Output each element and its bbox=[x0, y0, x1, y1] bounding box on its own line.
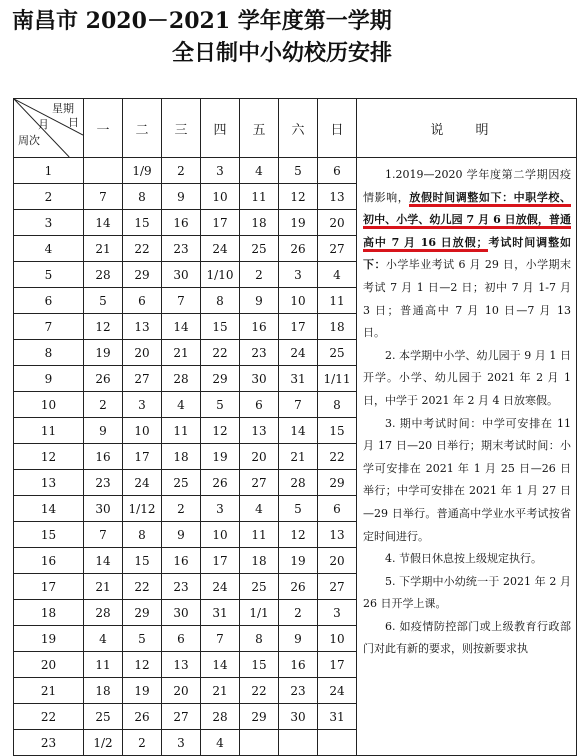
date-cell: 21 bbox=[84, 574, 123, 600]
date-cell: 5 bbox=[84, 288, 123, 314]
date-cell: 9 bbox=[240, 288, 279, 314]
week-number-cell: 12 bbox=[14, 444, 84, 470]
date-cell: 30 bbox=[162, 262, 201, 288]
date-cell: 23 bbox=[84, 470, 123, 496]
date-cell: 12 bbox=[84, 314, 123, 340]
date-cell: 9 bbox=[84, 418, 123, 444]
date-cell: 10 bbox=[123, 418, 162, 444]
week-number-cell: 1 bbox=[14, 158, 84, 184]
date-cell: 3 bbox=[162, 730, 201, 756]
date-cell: 2 bbox=[162, 158, 201, 184]
date-cell: 5 bbox=[201, 392, 240, 418]
date-cell: 7 bbox=[84, 184, 123, 210]
date-cell: 21 bbox=[201, 678, 240, 704]
date-cell: 4 bbox=[318, 262, 357, 288]
date-cell: 21 bbox=[279, 444, 318, 470]
week-number-cell: 7 bbox=[14, 314, 84, 340]
date-cell: 16 bbox=[84, 444, 123, 470]
date-cell: 7 bbox=[279, 392, 318, 418]
calendar-table bbox=[13, 98, 577, 756]
week-number-cell: 20 bbox=[14, 652, 84, 678]
date-cell: 18 bbox=[240, 548, 279, 574]
week-number-cell: 6 bbox=[14, 288, 84, 314]
table-row bbox=[14, 158, 577, 184]
week-number-cell: 4 bbox=[14, 236, 84, 262]
date-cell: 3 bbox=[201, 496, 240, 522]
date-cell: 27 bbox=[162, 704, 201, 730]
date-cell: 12 bbox=[279, 184, 318, 210]
date-cell: 15 bbox=[201, 314, 240, 340]
date-cell: 13 bbox=[318, 522, 357, 548]
date-cell: 8 bbox=[318, 392, 357, 418]
day-header: 日 bbox=[318, 99, 357, 158]
date-cell: 1/11 bbox=[318, 366, 357, 392]
date-cell: 24 bbox=[201, 236, 240, 262]
date-cell: 13 bbox=[318, 184, 357, 210]
date-cell: 15 bbox=[318, 418, 357, 444]
date-cell: 9 bbox=[279, 626, 318, 652]
date-cell: 17 bbox=[123, 444, 162, 470]
date-cell: 18 bbox=[84, 678, 123, 704]
week-number-cell: 11 bbox=[14, 418, 84, 444]
date-cell: 24 bbox=[201, 574, 240, 600]
date-cell: 24 bbox=[279, 340, 318, 366]
date-cell: 3 bbox=[123, 392, 162, 418]
week-number-cell: 9 bbox=[14, 366, 84, 392]
week-number-cell: 21 bbox=[14, 678, 84, 704]
date-cell: 6 bbox=[162, 626, 201, 652]
date-cell: 5 bbox=[279, 496, 318, 522]
date-cell: 26 bbox=[279, 236, 318, 262]
date-cell: 15 bbox=[123, 548, 162, 574]
date-cell: 18 bbox=[162, 444, 201, 470]
corner-weekday-label: 星期 bbox=[52, 102, 74, 115]
date-cell: 5 bbox=[123, 626, 162, 652]
date-cell: 28 bbox=[84, 600, 123, 626]
date-cell: 16 bbox=[162, 548, 201, 574]
day-header: 五 bbox=[240, 99, 279, 158]
date-cell: 13 bbox=[123, 314, 162, 340]
date-cell: 25 bbox=[240, 574, 279, 600]
date-cell: 11 bbox=[318, 288, 357, 314]
note-1 bbox=[363, 164, 571, 345]
date-cell: 19 bbox=[123, 678, 162, 704]
date-cell: 4 bbox=[240, 496, 279, 522]
date-cell: 8 bbox=[123, 522, 162, 548]
date-cell: 5 bbox=[279, 158, 318, 184]
date-cell: 25 bbox=[240, 236, 279, 262]
date-cell: 17 bbox=[279, 314, 318, 340]
date-cell: 3 bbox=[201, 158, 240, 184]
date-cell bbox=[279, 730, 318, 756]
date-cell: 29 bbox=[201, 366, 240, 392]
day-header: 四 bbox=[201, 99, 240, 158]
date-cell: 20 bbox=[318, 210, 357, 236]
week-number-cell: 22 bbox=[14, 704, 84, 730]
date-cell: 30 bbox=[279, 704, 318, 730]
date-cell: 19 bbox=[201, 444, 240, 470]
date-cell: 14 bbox=[84, 210, 123, 236]
note-2: 2. 本学期中小学、幼儿园于 9 月 1 日开学。小学、幼儿园于 2021 年 2 月 1 日，中学于 2021 年 2 月 4 日放寒假。 bbox=[363, 348, 571, 407]
note-1-exam-detail: 小学毕业考试 6 月 29 日，小学期末考试 7 月 1 日—2 日；初中 7 月 1-7 月 3 日；普通高中 7 月 10 日—7 月 13 日。 bbox=[363, 258, 571, 340]
date-cell: 10 bbox=[318, 626, 357, 652]
date-cell: 19 bbox=[84, 340, 123, 366]
date-cell: 4 bbox=[84, 626, 123, 652]
date-cell: 19 bbox=[279, 548, 318, 574]
date-cell: 29 bbox=[318, 470, 357, 496]
date-cell: 4 bbox=[240, 158, 279, 184]
date-cell: 15 bbox=[240, 652, 279, 678]
date-cell: 20 bbox=[123, 340, 162, 366]
date-cell: 10 bbox=[201, 522, 240, 548]
date-cell: 12 bbox=[279, 522, 318, 548]
date-cell: 21 bbox=[84, 236, 123, 262]
date-cell: 22 bbox=[123, 236, 162, 262]
corner-header-cell bbox=[14, 99, 84, 158]
date-cell: 3 bbox=[279, 262, 318, 288]
date-cell: 1/1 bbox=[240, 600, 279, 626]
day-header: 三 bbox=[162, 99, 201, 158]
date-cell: 18 bbox=[240, 210, 279, 236]
date-cell: 22 bbox=[240, 678, 279, 704]
date-cell: 16 bbox=[279, 652, 318, 678]
date-cell: 22 bbox=[123, 574, 162, 600]
day-header: 六 bbox=[279, 99, 318, 158]
date-cell: 31 bbox=[279, 366, 318, 392]
note-5: 5. 下学期中小幼统一于 2021 年 2 月 26 日开学上课。 bbox=[363, 574, 571, 611]
week-number-cell: 16 bbox=[14, 548, 84, 574]
date-cell: 30 bbox=[240, 366, 279, 392]
date-cell: 11 bbox=[84, 652, 123, 678]
date-cell: 29 bbox=[123, 600, 162, 626]
page-title-line2: 全日制中小幼校历安排 bbox=[172, 40, 393, 66]
date-cell: 26 bbox=[279, 574, 318, 600]
date-cell: 31 bbox=[201, 600, 240, 626]
date-cell: 30 bbox=[84, 496, 123, 522]
date-cell: 1/9 bbox=[123, 158, 162, 184]
date-cell: 11 bbox=[240, 184, 279, 210]
date-cell: 22 bbox=[318, 444, 357, 470]
date-cell: 29 bbox=[240, 704, 279, 730]
date-cell: 14 bbox=[162, 314, 201, 340]
date-cell: 14 bbox=[84, 548, 123, 574]
note-1-intro: 1.2019—2020 学年度第二学期因疫情影响， bbox=[363, 168, 571, 204]
date-cell: 12 bbox=[123, 652, 162, 678]
date-cell: 7 bbox=[162, 288, 201, 314]
note-1-exam-heading: 考试时间调整如下： bbox=[363, 235, 572, 272]
date-cell: 28 bbox=[84, 262, 123, 288]
week-number-cell: 13 bbox=[14, 470, 84, 496]
date-cell: 19 bbox=[279, 210, 318, 236]
date-cell: 14 bbox=[279, 418, 318, 444]
date-cell: 9 bbox=[162, 184, 201, 210]
date-cell: 11 bbox=[240, 522, 279, 548]
page-title-line1: 南昌市 2020－2021 学年度第一学期 bbox=[12, 8, 392, 34]
date-cell: 21 bbox=[162, 340, 201, 366]
note-6: 6. 如疫情防控部门或上级教育行政部门对此有新的要求，则按新要求执 bbox=[363, 619, 571, 656]
date-cell: 18 bbox=[318, 314, 357, 340]
date-cell: 8 bbox=[123, 184, 162, 210]
date-cell: 28 bbox=[279, 470, 318, 496]
date-cell: 26 bbox=[84, 366, 123, 392]
week-number-cell: 3 bbox=[14, 210, 84, 236]
date-cell: 16 bbox=[240, 314, 279, 340]
date-cell: 6 bbox=[123, 288, 162, 314]
week-number-cell: 15 bbox=[14, 522, 84, 548]
corner-day-label: 日 bbox=[68, 116, 79, 129]
date-cell: 26 bbox=[123, 704, 162, 730]
notes-cell bbox=[357, 158, 577, 756]
date-cell: 25 bbox=[318, 340, 357, 366]
date-cell: 2 bbox=[84, 392, 123, 418]
date-cell: 2 bbox=[240, 262, 279, 288]
date-cell: 28 bbox=[201, 704, 240, 730]
date-cell: 29 bbox=[123, 262, 162, 288]
date-cell: 14 bbox=[201, 652, 240, 678]
date-cell: 7 bbox=[84, 522, 123, 548]
date-cell: 9 bbox=[162, 522, 201, 548]
week-number-cell: 17 bbox=[14, 574, 84, 600]
date-cell: 2 bbox=[162, 496, 201, 522]
date-cell: 6 bbox=[318, 496, 357, 522]
date-cell: 6 bbox=[240, 392, 279, 418]
corner-week-label: 周次 bbox=[18, 134, 40, 147]
day-header: 二 bbox=[123, 99, 162, 158]
date-cell: 24 bbox=[318, 678, 357, 704]
date-cell bbox=[240, 730, 279, 756]
date-cell: 2 bbox=[279, 600, 318, 626]
week-number-cell: 5 bbox=[14, 262, 84, 288]
week-number-cell: 18 bbox=[14, 600, 84, 626]
date-cell: 4 bbox=[201, 730, 240, 756]
date-cell: 20 bbox=[318, 548, 357, 574]
date-cell: 13 bbox=[162, 652, 201, 678]
week-number-cell: 19 bbox=[14, 626, 84, 652]
date-cell: 13 bbox=[240, 418, 279, 444]
date-cell: 8 bbox=[201, 288, 240, 314]
date-cell: 23 bbox=[162, 574, 201, 600]
date-cell bbox=[318, 730, 357, 756]
date-cell: 23 bbox=[162, 236, 201, 262]
date-cell: 1/12 bbox=[123, 496, 162, 522]
week-number-cell: 14 bbox=[14, 496, 84, 522]
date-cell: 27 bbox=[123, 366, 162, 392]
date-cell: 31 bbox=[318, 704, 357, 730]
week-number-cell: 23 bbox=[14, 730, 84, 756]
note-1-holiday-highlight: 放假时间调整如下：中职学校、初中、小学、幼儿园 7 月 6 日放假，普通高中 7 月 16 日放假； bbox=[363, 191, 571, 252]
date-cell: 20 bbox=[240, 444, 279, 470]
date-cell: 8 bbox=[240, 626, 279, 652]
date-cell: 27 bbox=[240, 470, 279, 496]
date-cell: 7 bbox=[201, 626, 240, 652]
note-4: 4. 节假日休息按上级规定执行。 bbox=[385, 552, 542, 566]
date-cell: 23 bbox=[240, 340, 279, 366]
week-number-cell: 2 bbox=[14, 184, 84, 210]
date-cell: 22 bbox=[201, 340, 240, 366]
notes-header: 说 明 bbox=[357, 99, 577, 158]
date-cell: 10 bbox=[279, 288, 318, 314]
date-cell: 2 bbox=[123, 730, 162, 756]
corner-month-label: 月 bbox=[38, 118, 49, 131]
date-cell: 24 bbox=[123, 470, 162, 496]
date-cell: 20 bbox=[162, 678, 201, 704]
note-3: 3. 期中考试时间：中学可安排在 11 月 17 日—20 日举行；期末考试时间：小学可安排在 2021 年 1 月 25 日—26 日举行；中学可安排在 2021 年 1 月 27 日—29 日举行。普通高中学业水平考试按省定时间进行。 bbox=[363, 416, 571, 543]
date-cell: 15 bbox=[123, 210, 162, 236]
date-cell: 27 bbox=[318, 574, 357, 600]
date-cell: 11 bbox=[162, 418, 201, 444]
date-cell: 30 bbox=[162, 600, 201, 626]
date-cell: 12 bbox=[201, 418, 240, 444]
date-cell: 25 bbox=[162, 470, 201, 496]
date-cell: 23 bbox=[279, 678, 318, 704]
calendar-body bbox=[14, 158, 577, 756]
date-cell: 1/10 bbox=[201, 262, 240, 288]
date-cell: 4 bbox=[162, 392, 201, 418]
date-cell: 17 bbox=[318, 652, 357, 678]
date-cell: 27 bbox=[318, 236, 357, 262]
date-cell: 10 bbox=[201, 184, 240, 210]
date-cell: 16 bbox=[162, 210, 201, 236]
date-cell: 25 bbox=[84, 704, 123, 730]
day-header: 一 bbox=[84, 99, 123, 158]
date-cell: 1/2 bbox=[84, 730, 123, 756]
date-cell bbox=[84, 158, 123, 184]
date-cell: 26 bbox=[201, 470, 240, 496]
week-number-cell: 10 bbox=[14, 392, 84, 418]
date-cell: 28 bbox=[162, 366, 201, 392]
date-cell: 6 bbox=[318, 158, 357, 184]
date-cell: 17 bbox=[201, 548, 240, 574]
date-cell: 3 bbox=[318, 600, 357, 626]
week-number-cell: 8 bbox=[14, 340, 84, 366]
date-cell: 17 bbox=[201, 210, 240, 236]
